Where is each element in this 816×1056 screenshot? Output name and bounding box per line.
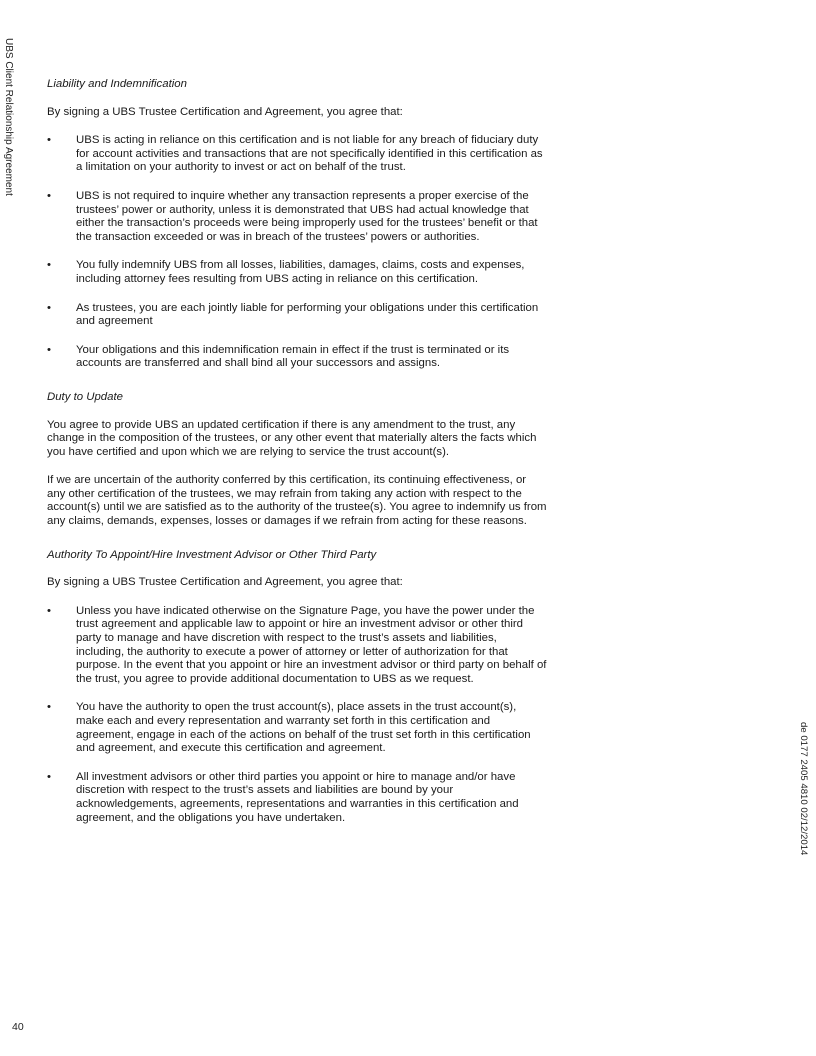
section-intro: By signing a UBS Trustee Certification and Agreement, you agree that: [47, 105, 403, 118]
bullet-list [47, 134, 547, 371]
paragraph: You agree to provide UBS an updated certification if there is any amendment to the trust, any change in the composition of the trustees, or any other event that materially alters the facts which you have certified and upon which we are relying to service the trust account(s). [47, 418, 537, 458]
bullet-icon: • [47, 701, 51, 714]
section-liability [47, 78, 547, 371]
document-title-vertical: UBS Client Relationship Agreement [3, 38, 14, 196]
list-item [47, 134, 547, 175]
list-item [47, 190, 547, 244]
bullet-icon: • [47, 770, 51, 783]
bullet-icon: • [47, 604, 51, 617]
document-body [47, 78, 547, 845]
list-item [47, 771, 547, 825]
section-heading: Duty to Update [47, 390, 123, 403]
bullet-icon: • [47, 259, 51, 272]
bullet-icon: • [47, 301, 51, 314]
bullet-icon: • [47, 343, 51, 356]
list-item-text: You have the authority to open the trust account(s), place assets in the trust account(s), make each and every representation and warranty set forth in this certification and agreement, engage in each of the actions on behalf of the trust set forth in this certification and agreement, and execute this certification and agreement. [76, 701, 531, 755]
section-intro: By signing a UBS Trustee Certification and Agreement, you agree that: [47, 576, 403, 589]
bullet-icon: • [47, 189, 51, 202]
section-heading: Authority To Appoint/Hire Investment Advisor or Other Third Party [47, 548, 377, 561]
section-authority [47, 549, 547, 826]
bullet-icon: • [47, 134, 51, 147]
section-heading: Liability and Indemnification [47, 78, 187, 90]
list-item [47, 302, 547, 329]
list-item-text: Your obligations and this indemnification remain in effect if the trust is terminated or its accounts are transferred and shall bind all your successors and assigns. [76, 343, 510, 370]
paragraph: If we are uncertain of the authority conferred by this certification, its continuing effectiveness, or any other certification of the trustees, we may refrain from taking any action with respect to the account(s) until we are satisfied as to the authority of the trustee(s). You agree to indemnify us from any claims, demands, expenses, losses or damages if we refrain from acting for these reasons. [47, 474, 547, 528]
list-item-text: UBS is acting in reliance on this certification and is not liable for any breach of fiduciary duty for account activities and transactions that are not specifically identified in this certification as a limitation on your authority to invest or act on behalf of the trust. [76, 134, 543, 174]
list-item [47, 701, 547, 755]
list-item-text: UBS is not required to inquire whether any transaction represents a proper exercise of the trustees’ power or authority, unless it is demonstrated that UBS had actual knowledge that either the transaction’s proceeds were being improperly used for the trustees’ benefit or that the transaction exceeded or was in breach of the trustees’ powers or authorities. [76, 189, 538, 243]
list-item-text: As trustees, you are each jointly liable for performing your obligations under this certification and agreement [76, 301, 539, 328]
list-item [47, 605, 547, 687]
page-number: 40 [12, 1021, 24, 1033]
list-item-text: All investment advisors or other third parties you appoint or hire to manage and/or have discretion with respect to the trust’s assets and liabilities are bound by your acknowledgements, agreements, representations and warranties in this certification and agreement, and the obligations you have undertaken. [76, 770, 519, 824]
list-item-text: Unless you have indicated otherwise on the Signature Page, you have the power under the trust agreement and applicable law to appoint or hire an investment advisor or other third party to manage and have discretion with respect to the trust’s assets and liabilities, including, the authority to execute a power of attorney or letter of authorization for that purpose. In the event that you appoint or hire an investment advisor or third party on behalf of the trust, you agree to provide additional documentation to UBS as we request. [76, 604, 547, 685]
list-item-text: You fully indemnify UBS from all losses, liabilities, damages, claims, costs and expenses, including attorney fees resulting from UBS acting in reliance on this certification. [76, 259, 525, 285]
list-item [47, 344, 547, 371]
list-item [47, 259, 547, 286]
document-code-vertical: de 0177 2405 4810 02/12/2014 [798, 722, 809, 856]
section-duty-to-update [47, 391, 547, 529]
bullet-list [47, 605, 547, 825]
